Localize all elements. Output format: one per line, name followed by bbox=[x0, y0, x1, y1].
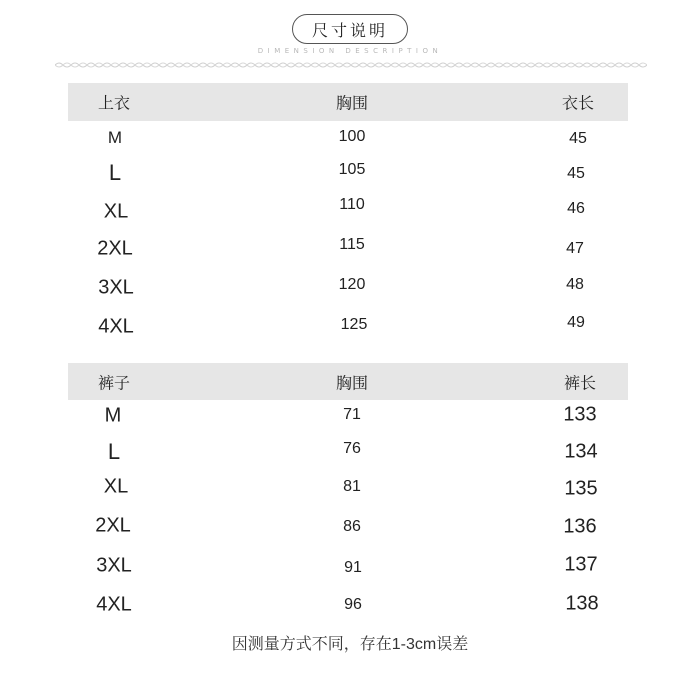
size-cell: XL bbox=[103, 475, 129, 498]
page-title: 尺寸说明 bbox=[311, 22, 388, 40]
chest-cell: 125 bbox=[340, 316, 368, 333]
length-cell: 133 bbox=[563, 403, 597, 426]
title-badge bbox=[292, 14, 408, 44]
measurement-note: 因测量方式不同，存在1-3cm误差 bbox=[231, 636, 469, 653]
chest-cell: 105 bbox=[338, 161, 366, 178]
pants-header-length: 裤长 bbox=[563, 375, 597, 393]
tops-header-length: 衣长 bbox=[561, 95, 595, 113]
pants-header-item: 裤子 bbox=[97, 375, 131, 393]
chest-cell: 100 bbox=[338, 128, 366, 145]
chest-cell: 96 bbox=[344, 596, 362, 613]
chest-cell: 110 bbox=[339, 196, 365, 213]
size-cell: XL bbox=[103, 200, 129, 223]
length-cell: 48 bbox=[566, 276, 584, 293]
size-cell: L bbox=[107, 439, 121, 464]
size-cell: 4XL bbox=[98, 315, 134, 338]
length-cell: 46 bbox=[567, 200, 585, 217]
pants-header-chest: 胸围 bbox=[335, 375, 369, 393]
chest-cell: 81 bbox=[343, 478, 361, 495]
length-cell: 135 bbox=[564, 477, 598, 500]
chest-cell: 120 bbox=[338, 276, 366, 293]
tops-header-chest: 胸围 bbox=[335, 95, 369, 113]
size-cell: M bbox=[107, 128, 123, 147]
size-cell: M bbox=[104, 404, 122, 427]
size-cell: L bbox=[108, 160, 122, 185]
length-cell: 49 bbox=[567, 314, 585, 331]
chest-cell: 76 bbox=[343, 440, 361, 457]
length-cell: 136 bbox=[563, 515, 597, 538]
page-subtitle: DIMENSION DESCRIPTION bbox=[257, 47, 443, 55]
chest-cell: 86 bbox=[343, 518, 361, 535]
size-cell: 2XL bbox=[97, 237, 133, 260]
length-cell: 47 bbox=[566, 240, 584, 257]
chest-cell: 71 bbox=[343, 406, 361, 423]
chest-cell: 91 bbox=[344, 559, 362, 576]
size-cell: 3XL bbox=[98, 276, 134, 299]
chest-cell: 115 bbox=[339, 236, 365, 253]
length-cell: 134 bbox=[564, 440, 598, 463]
length-cell: 137 bbox=[564, 553, 598, 576]
length-cell: 45 bbox=[567, 165, 585, 182]
size-cell: 4XL bbox=[96, 593, 132, 616]
length-cell: 45 bbox=[569, 130, 587, 147]
decorative-wave-divider bbox=[55, 59, 647, 71]
size-cell: 3XL bbox=[96, 554, 132, 577]
size-cell: 2XL bbox=[95, 514, 131, 537]
length-cell: 138 bbox=[565, 592, 599, 615]
tops-header-item: 上衣 bbox=[97, 95, 131, 113]
